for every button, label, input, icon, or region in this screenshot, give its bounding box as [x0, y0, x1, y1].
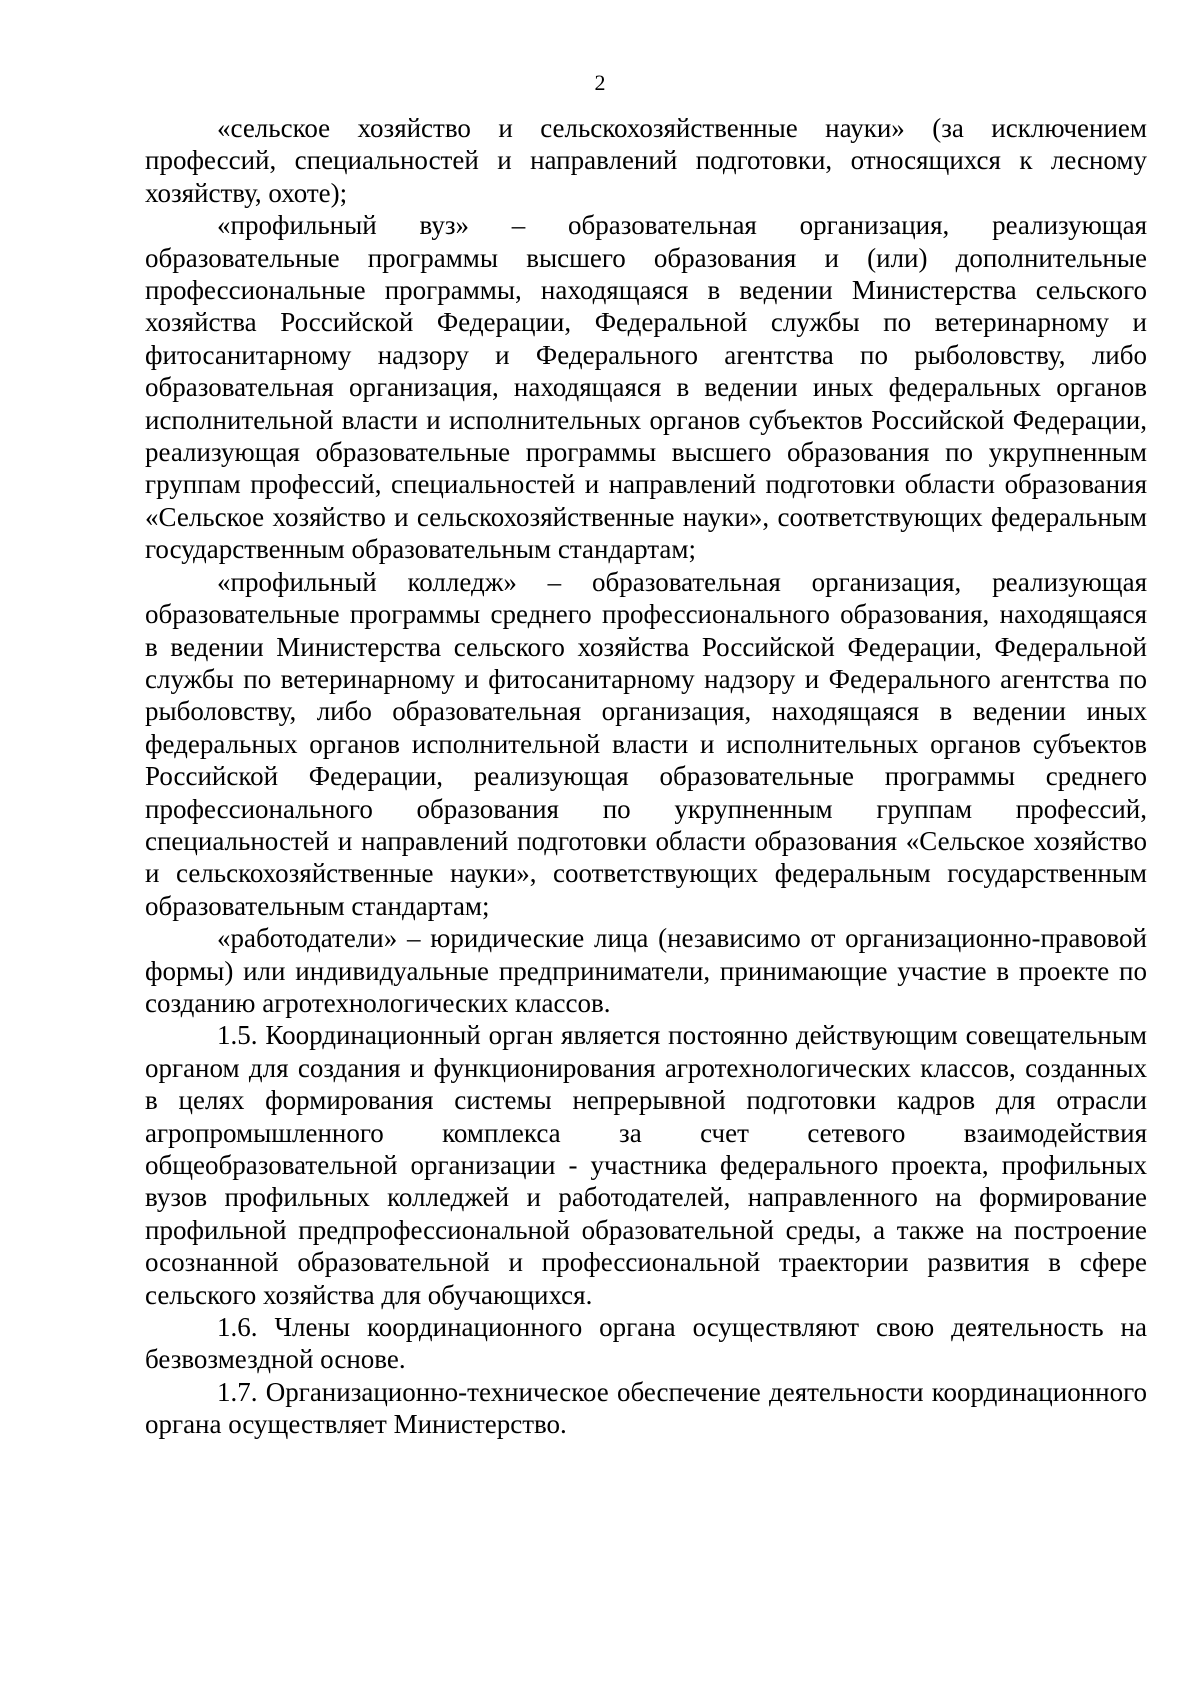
paragraph-definition-employers: «работодатели» – юридические лица (независимо от организационно-правовой формы) или индивидуальные предприниматели, принимающие участие в проекте по созданию агротехнологических классов.: [145, 923, 1147, 1018]
paragraph-clause-1-5: 1.5. Координационный орган является постоянно действующим совещательным органом для создания и функционирования агротехнологических классов, созданных в целях формирования системы непрерывной подготовки кадров для отрасли агропромышленного комплекса за счет сетевого взаимодействия общеобразовательной организации - участника федерального проекта, профильных вузов профильных колледжей и работодателей, направленного на формирование профильной предпрофессиональной образовательной среды, а также на построение осознанной образовательной и профессиональной траектории развития в сфере сельского хозяйства для обучающихся.: [145, 1020, 1147, 1310]
paragraph-definition-profile-college: «профильный колледж» – образовательная организация, реализующая образовательные программы среднего профессионального образования, находящаяся в ведении Министерства сельского хозяйства Российской Федерации, Федеральной службы по ветеринарному и фитосанитарному надзору и Федерального агентства по рыболовству, либо образовательная организация, находящаяся в ведении иных федеральных органов исполнительной власти и исполнительных органов субъектов Российской Федерации, реализующая образовательные программы среднего профессионального образования по укрупненным группам профессий, специальностей и направлений подготовки области образования «Сельское хозяйство и сельскохозяйственные науки», соответствующих федеральным государственным образовательным стандартам;: [145, 566, 1147, 921]
paragraph-definition-agricultural-sciences: «сельское хозяйство и сельскохозяйственные науки» (за исключением профессий, специальностей и направлений подготовки, относящихся к лесному хозяйству, охоте);: [145, 113, 1147, 208]
page-number: 2: [594, 70, 606, 95]
paragraph-definition-profile-university: «профильный вуз» – образовательная организация, реализующая образовательные программы высшего образования и (или) дополнительные профессиональные программы, находящаяся в ведении Министерства сельского хозяйства Российской Федерации, Федеральной службы по ветеринарному и фитосанитарному надзору и Федерального агентства по рыболовству, либо образовательная организация, находящаяся в ведении иных федеральных органов исполнительной власти и исполнительных органов субъектов Российской Федерации, реализующая образовательные программы высшего образования по укрупненным группам профессий, специальностей и направлений подготовки области образования «Сельское хозяйство и сельскохозяйственные науки», соответствующих федеральным государственным образовательным стандартам;: [145, 210, 1147, 565]
paragraph-clause-1-6: 1.6. Члены координационного органа осуществляют свою деятельность на безвозмездной основе.: [145, 1312, 1147, 1375]
paragraph-clause-1-7: 1.7. Организационно-техническое обеспечение деятельности координационного органа осуществляет Министерство.: [145, 1376, 1147, 1440]
document-body: [145, 112, 1147, 1441]
